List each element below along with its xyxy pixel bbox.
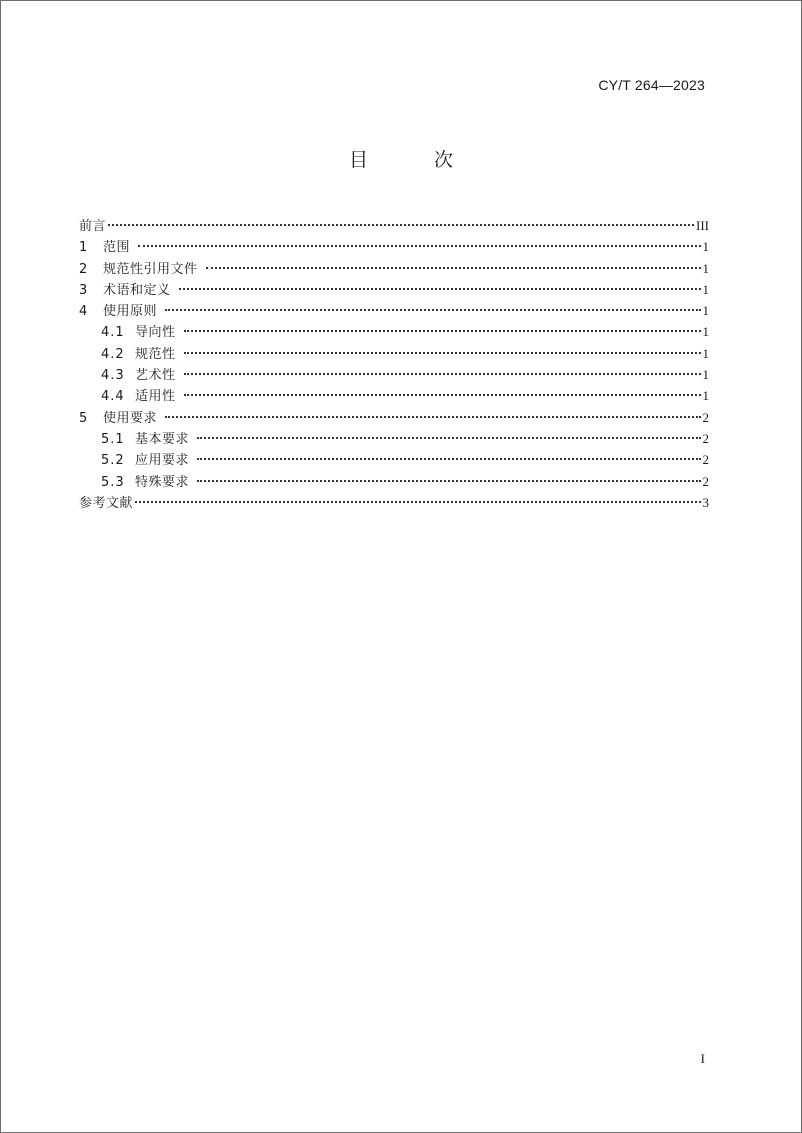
toc-dot-leader <box>138 245 700 247</box>
toc-entry-label: 使用原则 <box>103 304 158 320</box>
toc-entry-label: 适用性 <box>135 389 176 405</box>
toc-dot-leader <box>184 373 701 375</box>
toc-dot-leader <box>184 394 701 396</box>
toc-entry-label: 规范性 <box>135 346 176 362</box>
toc-entry-page: 1 <box>702 367 709 383</box>
toc-entry[interactable] <box>79 321 709 342</box>
toc-entry-number: 4.3 <box>101 368 125 384</box>
toc-dot-leader <box>184 330 701 332</box>
toc-entry[interactable] <box>79 492 709 513</box>
toc-entry-number: 5.1 <box>101 431 125 447</box>
toc-entry-page: 1 <box>702 260 709 276</box>
toc-entry[interactable] <box>79 343 709 364</box>
toc-dot-leader <box>197 458 700 460</box>
toc-dot-leader <box>135 501 700 503</box>
toc-entry-page: 2 <box>702 452 709 468</box>
toc-entry-page: 1 <box>702 303 709 319</box>
toc-entry[interactable] <box>79 258 709 279</box>
toc-entry[interactable] <box>79 407 709 428</box>
toc-entry-page: III <box>696 218 709 233</box>
toc-entry-number: 4.1 <box>101 325 125 341</box>
toc-entry-label: 基本要求 <box>135 431 190 447</box>
toc-entry[interactable] <box>79 428 709 449</box>
toc-entry-number: 5.2 <box>101 453 125 469</box>
toc-entry-page: 1 <box>702 281 709 297</box>
toc-entry-number: 4.4 <box>101 389 125 405</box>
toc-entry-label: 术语和定义 <box>103 282 171 298</box>
toc-entry-label: 范围 <box>103 240 131 256</box>
toc-entry-number: 4.2 <box>101 346 125 362</box>
toc-dot-leader <box>206 267 701 269</box>
toc-entry-label: 艺术性 <box>135 368 176 384</box>
page-number: I <box>700 1051 705 1066</box>
toc-entry[interactable] <box>79 449 709 470</box>
toc-entry-page: 2 <box>702 409 709 425</box>
toc-dot-leader <box>197 480 700 482</box>
table-of-contents <box>79 215 709 513</box>
page-title: 目 次 <box>348 149 484 171</box>
toc-entry-label: 使用要求 <box>103 410 158 426</box>
toc-dot-leader <box>184 352 701 354</box>
toc-entry-number: 2 <box>79 261 88 277</box>
toc-entry[interactable] <box>79 471 709 492</box>
toc-entry-page: 1 <box>702 324 709 340</box>
toc-entry-page: 2 <box>702 473 709 489</box>
toc-entry[interactable] <box>79 279 709 300</box>
toc-dot-leader <box>165 416 700 418</box>
toc-entry-number: 4 <box>79 304 88 320</box>
toc-entry[interactable] <box>79 364 709 385</box>
toc-entry-page: 3 <box>702 494 709 510</box>
toc-entry[interactable] <box>79 215 709 236</box>
toc-entry-page: 1 <box>702 388 709 404</box>
toc-dot-leader <box>179 288 701 290</box>
toc-entry-page: 1 <box>702 345 709 361</box>
toc-dot-leader <box>108 224 694 226</box>
toc-entry[interactable] <box>79 236 709 257</box>
toc-entry-label: 导向性 <box>135 325 176 341</box>
toc-entry-page: 1 <box>702 239 709 255</box>
toc-entry-label: 应用要求 <box>135 453 190 469</box>
toc-entry-number: 5.3 <box>101 474 125 490</box>
toc-entry-number: 1 <box>79 240 88 256</box>
toc-entry-label: 特殊要求 <box>135 474 190 490</box>
toc-entry-page: 2 <box>702 430 709 446</box>
toc-entry[interactable] <box>79 300 709 321</box>
toc-entry-number: 5 <box>79 410 88 426</box>
standard-code: CY/T 264—2023 <box>598 77 705 93</box>
toc-dot-leader <box>165 309 700 311</box>
toc-entry-label: 前言 <box>79 219 107 234</box>
toc-dot-leader <box>197 437 700 439</box>
toc-entry[interactable] <box>79 385 709 406</box>
toc-entry-label: 参考文献 <box>79 495 134 511</box>
toc-entry-number: 3 <box>79 282 88 298</box>
toc-entry-label: 规范性引用文件 <box>103 261 198 277</box>
